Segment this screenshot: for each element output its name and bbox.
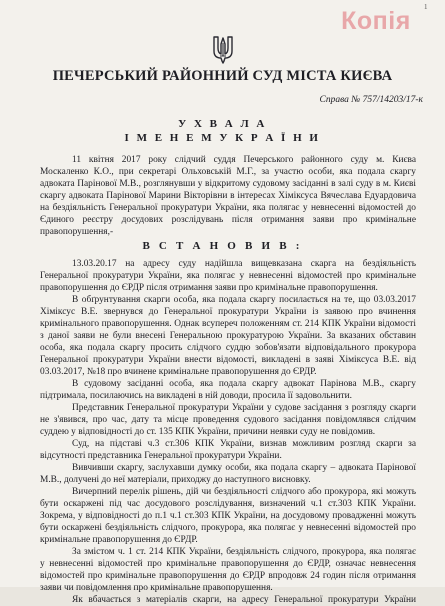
text-line: Суд, на підставі ч.3 ст.306 КПК України, визнав можливим розгляд скарги за bbox=[72, 439, 416, 449]
text-line: у невнесенні відомостей про кримінальне правопорушення до ЄРДР, означає невнесення bbox=[40, 559, 416, 569]
text-line: кримінальне правопорушення до ЄРДР. bbox=[40, 535, 198, 545]
text-line: Генеральної прокуратури України, яка полягає у невнесенні відомостей про кримінальне bbox=[40, 271, 416, 281]
text-line: відсутності представника Генеральної прокуратури України. bbox=[40, 451, 282, 461]
text-line: не з'явився, про час, дату та місце проведення судового засідання повідомлявся слідчим bbox=[40, 415, 416, 425]
text-line: Єдиного реєстру досудових розслідувань після отримання заяви про кримінальне bbox=[40, 215, 416, 225]
text-line: адвоката Парінової М.В., розглянувши у відкритому судовому засіданні в залі суду в м. Києві bbox=[40, 179, 416, 189]
text-line: 13.03.20.17 на адресу суду надійшла вищевказана скарга на бездіяльність bbox=[72, 259, 416, 269]
text-line: В судовому засіданні особа, яка подала скаргу адвокат Парінова М.В., скаргу bbox=[72, 379, 416, 389]
text-line: Вивчивши скаргу, заслухавши думку особи, яка подала скаргу – адвоката Парінової bbox=[72, 463, 416, 473]
text-line: 03.03.2017, №18 про вчинене кримінальне правопорушення до ЄРДР. bbox=[40, 367, 317, 377]
text-line: Москаленко К.О., при секретарі Ольховській М.Г., за участю особи, яка подала скаргу bbox=[40, 167, 416, 177]
text-line: правопорушення,- bbox=[40, 227, 114, 237]
text-line: бути оскаржені бездіяльність слідчого, прокурора, яка полягає у невнесенні відомостей про bbox=[40, 523, 416, 533]
intro-paragraph bbox=[40, 154, 416, 238]
heading-vstanovyv: В С Т А Н О В И В : bbox=[142, 240, 303, 252]
court-name: ПЕЧЕРСЬКИЙ РАЙОННИЙ СУД МІСТА КИЄВА bbox=[52, 68, 393, 84]
text-line: 11 квітня 2017 року слідчий суддя Печерського районного суду м. Києва bbox=[72, 155, 416, 165]
case-number: Справа № 757/14203/17-к bbox=[319, 95, 423, 105]
text-line: Хіміксус В.Е. звернувся до Генеральної прокуратури України із заявою про вчинення bbox=[40, 307, 416, 317]
text-line: суддею у відповідності до ст. 135 КПК України, причини неявки суду не повідомив. bbox=[40, 427, 376, 437]
body-text bbox=[40, 258, 416, 606]
text-line: Представник Генеральної прокуратури України у судове засідання з розгляду скарги bbox=[72, 403, 416, 413]
text-line: Як вбачається з матеріалів скарги, на адресу Генеральної прокуратури України bbox=[72, 595, 416, 605]
text-line: заяви чи повідомлення про кримінальне правопорушення. bbox=[40, 583, 273, 593]
text-line: Зокрема, у відповідності до п.1 ч.1 ст.303 КПК України, на досудовому провадженні можуть bbox=[40, 511, 416, 521]
text-line: підтримала, посилаючись на викладені в ній доводи, просила її задовольнити. bbox=[40, 391, 353, 401]
heading-imenem-ukrainy: І М Е Н Е М У К Р А Ї Н И bbox=[124, 132, 321, 144]
text-line: Вичерпний перелік рішень, дій чи бездіяльності слідчого або прокурора, які можуть bbox=[72, 487, 416, 497]
text-line: особа, яка подала скаргу просить слідчого суддю зобов'язати відповідального прокурора bbox=[40, 343, 416, 353]
text-line: кримінального правопорушення. Однак всупереч положенням ст. 214 КПК України відомості bbox=[40, 319, 416, 329]
page-number: 1 bbox=[424, 3, 428, 11]
text-line: За змістом ч. 1 ст. 214 КПК України, бездіяльність слідчого, прокурора, яка полягає bbox=[72, 547, 416, 557]
text-line: бути оскаржені під час досудового розслідування, визначений ч.1 ст.303 КПК України. bbox=[40, 499, 416, 509]
text-line: В обґрунтування скарги особа, яка подала скаргу посилається на те, що 03.03.2017 bbox=[72, 295, 416, 305]
text-line: Генеральної прокуратури України внести відомості, викладені в заяві Хіміксуса В.Е. від bbox=[40, 355, 416, 365]
text-line: правопорушення до ЄРДР після отримання заяви про кримінальне правопорушення. bbox=[40, 283, 378, 293]
text-line: М.В., долучені до неї матеріали, приходжу до наступного висновку. bbox=[40, 475, 311, 485]
trident-emblem-icon bbox=[211, 34, 235, 64]
heading-ukhvala: У Х В А Л А bbox=[178, 118, 267, 130]
text-line: з даної заяви не були внесені Генеральною прокуратурою України. За вказаних обставин bbox=[40, 331, 416, 341]
text-line: відомостей про кримінальне правопорушення до ЄРДР впродовж 24 годин після отримання bbox=[40, 571, 416, 581]
text-line: на бездіяльність Генеральної прокуратури України, яка полягає у невнесенні відомостей до bbox=[40, 203, 416, 213]
text-line: скаргу адвоката Парінової Марини Вікторівни в інтересах Хіміксуса Вячеслава Едуардовича bbox=[40, 191, 416, 201]
copy-stamp: Копія bbox=[341, 7, 411, 35]
